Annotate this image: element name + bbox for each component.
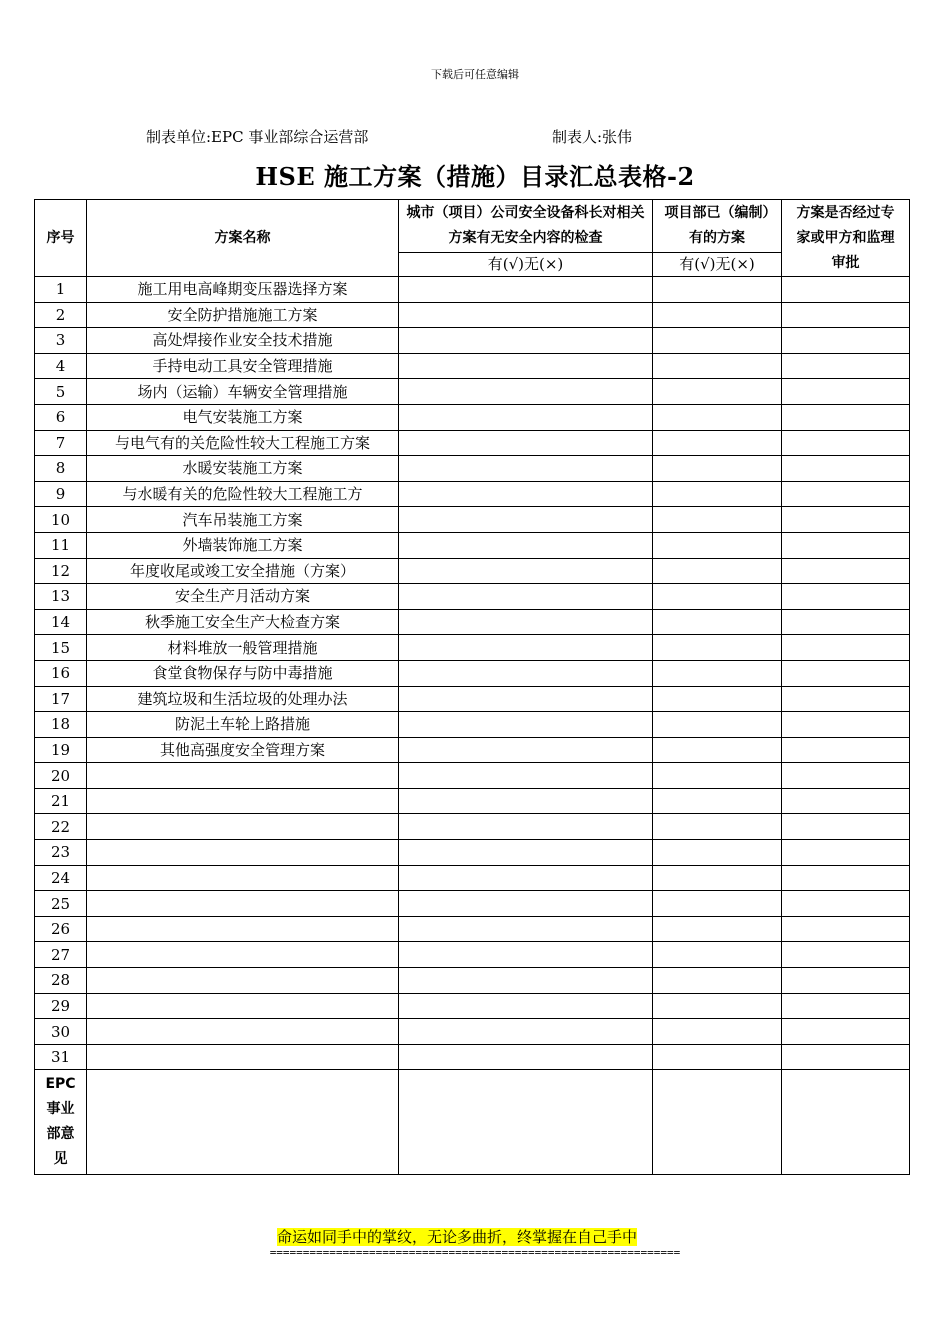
- table-row: [35, 456, 910, 482]
- row-number: 6: [35, 404, 87, 430]
- row-number: 14: [35, 609, 87, 635]
- project-plan-cell[interactable]: [653, 430, 782, 456]
- expert-approval-cell[interactable]: [782, 1019, 910, 1045]
- table-row: [35, 404, 910, 430]
- row-number: 1: [35, 277, 87, 303]
- plan-name: [87, 942, 399, 968]
- table-header-row: [35, 200, 910, 253]
- header-city-check: 城市（项目）公司安全设备科长对相关方案有无安全内容的检查: [399, 200, 653, 253]
- table-row: [35, 916, 910, 942]
- table-row: [35, 609, 910, 635]
- expert-approval-cell[interactable]: [782, 353, 910, 379]
- row-number: 5: [35, 379, 87, 405]
- table-row: [35, 737, 910, 763]
- expert-approval-cell[interactable]: [782, 456, 910, 482]
- city-check-cell[interactable]: [399, 993, 653, 1019]
- row-number: 30: [35, 1019, 87, 1045]
- project-plan-cell[interactable]: [653, 379, 782, 405]
- row-number: 27: [35, 942, 87, 968]
- header-name: 方案名称: [87, 200, 399, 277]
- row-number: 2: [35, 302, 87, 328]
- expert-approval-cell[interactable]: [782, 532, 910, 558]
- table-unit: 制表单位:EPC 事业部综合运营部: [146, 128, 369, 146]
- project-plan-cell[interactable]: [653, 558, 782, 584]
- project-plan-cell[interactable]: [653, 942, 782, 968]
- table-author: 制表人:张伟: [552, 128, 633, 146]
- plan-name: [87, 814, 399, 840]
- plan-name: 材料堆放一般管理措施: [87, 635, 399, 661]
- project-plan-cell[interactable]: [653, 712, 782, 738]
- project-plan-cell[interactable]: [653, 968, 782, 994]
- table-row: [35, 865, 910, 891]
- project-plan-cell[interactable]: [653, 865, 782, 891]
- city-check-cell[interactable]: [399, 532, 653, 558]
- expert-approval-cell[interactable]: [782, 942, 910, 968]
- plan-table: [34, 199, 910, 1175]
- plan-name: [87, 763, 399, 789]
- expert-approval-cell[interactable]: [782, 1044, 910, 1070]
- subheader-project: 有(√)无(×): [653, 253, 782, 277]
- project-plan-cell[interactable]: [653, 814, 782, 840]
- city-check-cell[interactable]: [399, 1019, 653, 1045]
- row-number: 8: [35, 456, 87, 482]
- table-row: [35, 1019, 910, 1045]
- footer-motto: 命运如同手中的掌纹，无论多曲折，终掌握在自己手中: [277, 1228, 638, 1246]
- city-check-cell[interactable]: [399, 865, 653, 891]
- expert-approval-cell[interactable]: [782, 609, 910, 635]
- project-plan-cell[interactable]: [653, 277, 782, 303]
- city-check-cell[interactable]: [399, 584, 653, 610]
- city-check-cell[interactable]: [399, 609, 653, 635]
- row-number: 20: [35, 763, 87, 789]
- opinion-row: [35, 1070, 910, 1175]
- row-number: 3: [35, 328, 87, 354]
- table-row: [35, 840, 910, 866]
- row-number: 22: [35, 814, 87, 840]
- expert-approval-cell[interactable]: [782, 737, 910, 763]
- opinion-cell[interactable]: [87, 1070, 399, 1175]
- plan-name: [87, 788, 399, 814]
- plan-name: 其他高强度安全管理方案: [87, 737, 399, 763]
- project-plan-cell[interactable]: [653, 737, 782, 763]
- table-row: [35, 481, 910, 507]
- city-check-cell[interactable]: [399, 891, 653, 917]
- plan-name: [87, 840, 399, 866]
- header-note: 下载后可任意编辑: [431, 68, 519, 81]
- table-row: [35, 328, 910, 354]
- project-plan-cell[interactable]: [653, 456, 782, 482]
- city-check-cell[interactable]: [399, 660, 653, 686]
- city-check-cell[interactable]: [399, 635, 653, 661]
- expert-approval-cell[interactable]: [782, 712, 910, 738]
- expert-approval-cell[interactable]: [782, 840, 910, 866]
- project-plan-cell[interactable]: [653, 328, 782, 354]
- expert-approval-cell[interactable]: [782, 277, 910, 303]
- table-row: [35, 277, 910, 303]
- expert-approval-cell[interactable]: [782, 968, 910, 994]
- expert-approval-cell[interactable]: [782, 814, 910, 840]
- city-check-cell[interactable]: [399, 404, 653, 430]
- table-row: [35, 788, 910, 814]
- city-check-cell[interactable]: [399, 379, 653, 405]
- opinion-line: 部意: [46, 1126, 75, 1143]
- expert-approval-cell[interactable]: [782, 302, 910, 328]
- expert-approval-cell[interactable]: [782, 584, 910, 610]
- plan-name: 外墙装饰施工方案: [87, 532, 399, 558]
- opinion-line: 见: [53, 1151, 68, 1168]
- plan-name: [87, 916, 399, 942]
- expert-approval-cell[interactable]: [782, 328, 910, 354]
- project-plan-cell[interactable]: [653, 660, 782, 686]
- plan-name: 建筑垃圾和生活垃圾的处理办法: [87, 686, 399, 712]
- footer-rule: ==============================================================: [269, 1246, 681, 1259]
- plan-name: [87, 1044, 399, 1070]
- page-title: HSE 施工方案（措施）目录汇总表格-2: [255, 162, 695, 191]
- expert-approval-cell[interactable]: [782, 763, 910, 789]
- project-plan-cell[interactable]: [653, 891, 782, 917]
- table-row: [35, 712, 910, 738]
- header-expert: 方案是否经过专家或甲方和监理审批: [782, 200, 910, 277]
- city-check-cell[interactable]: [399, 353, 653, 379]
- table-row: [35, 430, 910, 456]
- opinion-line: 事业: [46, 1101, 75, 1118]
- plan-name: 手持电动工具安全管理措施: [87, 353, 399, 379]
- row-number: 23: [35, 840, 87, 866]
- project-plan-cell[interactable]: [653, 609, 782, 635]
- city-check-cell[interactable]: [399, 788, 653, 814]
- project-plan-cell[interactable]: [653, 916, 782, 942]
- plan-name: 年度收尾或竣工安全措施（方案）: [87, 558, 399, 584]
- city-check-cell[interactable]: [399, 942, 653, 968]
- opinion-cell[interactable]: [653, 1070, 782, 1175]
- table-row: [35, 1044, 910, 1070]
- plan-name: [87, 891, 399, 917]
- table-row: [35, 891, 910, 917]
- expert-approval-cell[interactable]: [782, 481, 910, 507]
- project-plan-cell[interactable]: [653, 532, 782, 558]
- expert-approval-cell[interactable]: [782, 865, 910, 891]
- opinion-line: EPC: [45, 1076, 76, 1093]
- row-number: 29: [35, 993, 87, 1019]
- city-check-cell[interactable]: [399, 737, 653, 763]
- plan-name: 施工用电高峰期变压器选择方案: [87, 277, 399, 303]
- row-number: 10: [35, 507, 87, 533]
- row-number: 4: [35, 353, 87, 379]
- project-plan-cell[interactable]: [653, 404, 782, 430]
- row-number: 26: [35, 916, 87, 942]
- table-row: [35, 532, 910, 558]
- expert-approval-cell[interactable]: [782, 788, 910, 814]
- row-number: 15: [35, 635, 87, 661]
- table-row: [35, 814, 910, 840]
- plan-name: 安全生产月活动方案: [87, 584, 399, 610]
- plan-name: 汽车吊装施工方案: [87, 507, 399, 533]
- project-plan-cell[interactable]: [653, 302, 782, 328]
- expert-approval-cell[interactable]: [782, 404, 910, 430]
- expert-approval-cell[interactable]: [782, 430, 910, 456]
- project-plan-cell[interactable]: [653, 840, 782, 866]
- project-plan-cell[interactable]: [653, 763, 782, 789]
- plan-name: 与水暖有关的危险性较大工程施工方: [87, 481, 399, 507]
- city-check-cell[interactable]: [399, 302, 653, 328]
- row-number: 13: [35, 584, 87, 610]
- expert-approval-cell[interactable]: [782, 660, 910, 686]
- city-check-cell[interactable]: [399, 456, 653, 482]
- plan-name: 安全防护措施施工方案: [87, 302, 399, 328]
- plan-name: 与电气有的关危险性较大工程施工方案: [87, 430, 399, 456]
- project-plan-cell[interactable]: [653, 507, 782, 533]
- city-check-cell[interactable]: [399, 712, 653, 738]
- plan-name: 防泥土车轮上路措施: [87, 712, 399, 738]
- table-row: [35, 942, 910, 968]
- table-row: [35, 507, 910, 533]
- city-check-cell[interactable]: [399, 763, 653, 789]
- row-number: 19: [35, 737, 87, 763]
- project-plan-cell[interactable]: [653, 993, 782, 1019]
- project-plan-cell[interactable]: [653, 635, 782, 661]
- city-check-cell[interactable]: [399, 840, 653, 866]
- plan-name: 水暖安装施工方案: [87, 456, 399, 482]
- plan-name: [87, 993, 399, 1019]
- expert-approval-cell[interactable]: [782, 635, 910, 661]
- subheader-city: 有(√)无(×): [399, 253, 653, 277]
- row-number: 17: [35, 686, 87, 712]
- expert-approval-cell[interactable]: [782, 891, 910, 917]
- expert-approval-cell[interactable]: [782, 379, 910, 405]
- header-no: 序号: [35, 200, 87, 277]
- row-number: 24: [35, 865, 87, 891]
- table-row: [35, 993, 910, 1019]
- project-plan-cell[interactable]: [653, 481, 782, 507]
- table-row: [35, 968, 910, 994]
- project-plan-cell[interactable]: [653, 1019, 782, 1045]
- plan-name: [87, 865, 399, 891]
- row-number: 11: [35, 532, 87, 558]
- table-row: [35, 302, 910, 328]
- plan-name: 高处焊接作业安全技术措施: [87, 328, 399, 354]
- project-plan-cell[interactable]: [653, 353, 782, 379]
- city-check-cell[interactable]: [399, 558, 653, 584]
- project-plan-cell[interactable]: [653, 788, 782, 814]
- city-check-cell[interactable]: [399, 277, 653, 303]
- city-check-cell[interactable]: [399, 1044, 653, 1070]
- city-check-cell[interactable]: [399, 430, 653, 456]
- row-number: 9: [35, 481, 87, 507]
- expert-approval-cell[interactable]: [782, 558, 910, 584]
- city-check-cell[interactable]: [399, 916, 653, 942]
- table-row: [35, 584, 910, 610]
- opinion-cell[interactable]: [782, 1070, 910, 1175]
- table-row: [35, 660, 910, 686]
- expert-approval-cell[interactable]: [782, 686, 910, 712]
- city-check-cell[interactable]: [399, 686, 653, 712]
- opinion-label: [35, 1070, 87, 1175]
- plan-name: [87, 1019, 399, 1045]
- opinion-cell[interactable]: [399, 1070, 653, 1175]
- project-plan-cell[interactable]: [653, 1044, 782, 1070]
- plan-name: 电气安装施工方案: [87, 404, 399, 430]
- table-row: [35, 379, 910, 405]
- table-row: [35, 763, 910, 789]
- row-number: 16: [35, 660, 87, 686]
- city-check-cell[interactable]: [399, 968, 653, 994]
- plan-name: 食堂食物保存与防中毒措施: [87, 660, 399, 686]
- table-row: [35, 635, 910, 661]
- table-row: [35, 558, 910, 584]
- table-row: [35, 686, 910, 712]
- project-plan-cell[interactable]: [653, 584, 782, 610]
- plan-name: 秋季施工安全生产大检查方案: [87, 609, 399, 635]
- city-check-cell[interactable]: [399, 814, 653, 840]
- row-number: 7: [35, 430, 87, 456]
- expert-approval-cell[interactable]: [782, 507, 910, 533]
- row-number: 25: [35, 891, 87, 917]
- plan-name: [87, 968, 399, 994]
- header-project: 项目部已（编制）有的方案: [653, 200, 782, 253]
- row-number: 21: [35, 788, 87, 814]
- row-number: 12: [35, 558, 87, 584]
- project-plan-cell[interactable]: [653, 686, 782, 712]
- row-number: 18: [35, 712, 87, 738]
- city-check-cell[interactable]: [399, 328, 653, 354]
- expert-approval-cell[interactable]: [782, 916, 910, 942]
- table-row: [35, 353, 910, 379]
- row-number: 28: [35, 968, 87, 994]
- row-number: 31: [35, 1044, 87, 1070]
- plan-name: 场内（运输）车辆安全管理措施: [87, 379, 399, 405]
- city-check-cell[interactable]: [399, 481, 653, 507]
- table-body: [35, 277, 910, 1070]
- city-check-cell[interactable]: [399, 507, 653, 533]
- expert-approval-cell[interactable]: [782, 993, 910, 1019]
